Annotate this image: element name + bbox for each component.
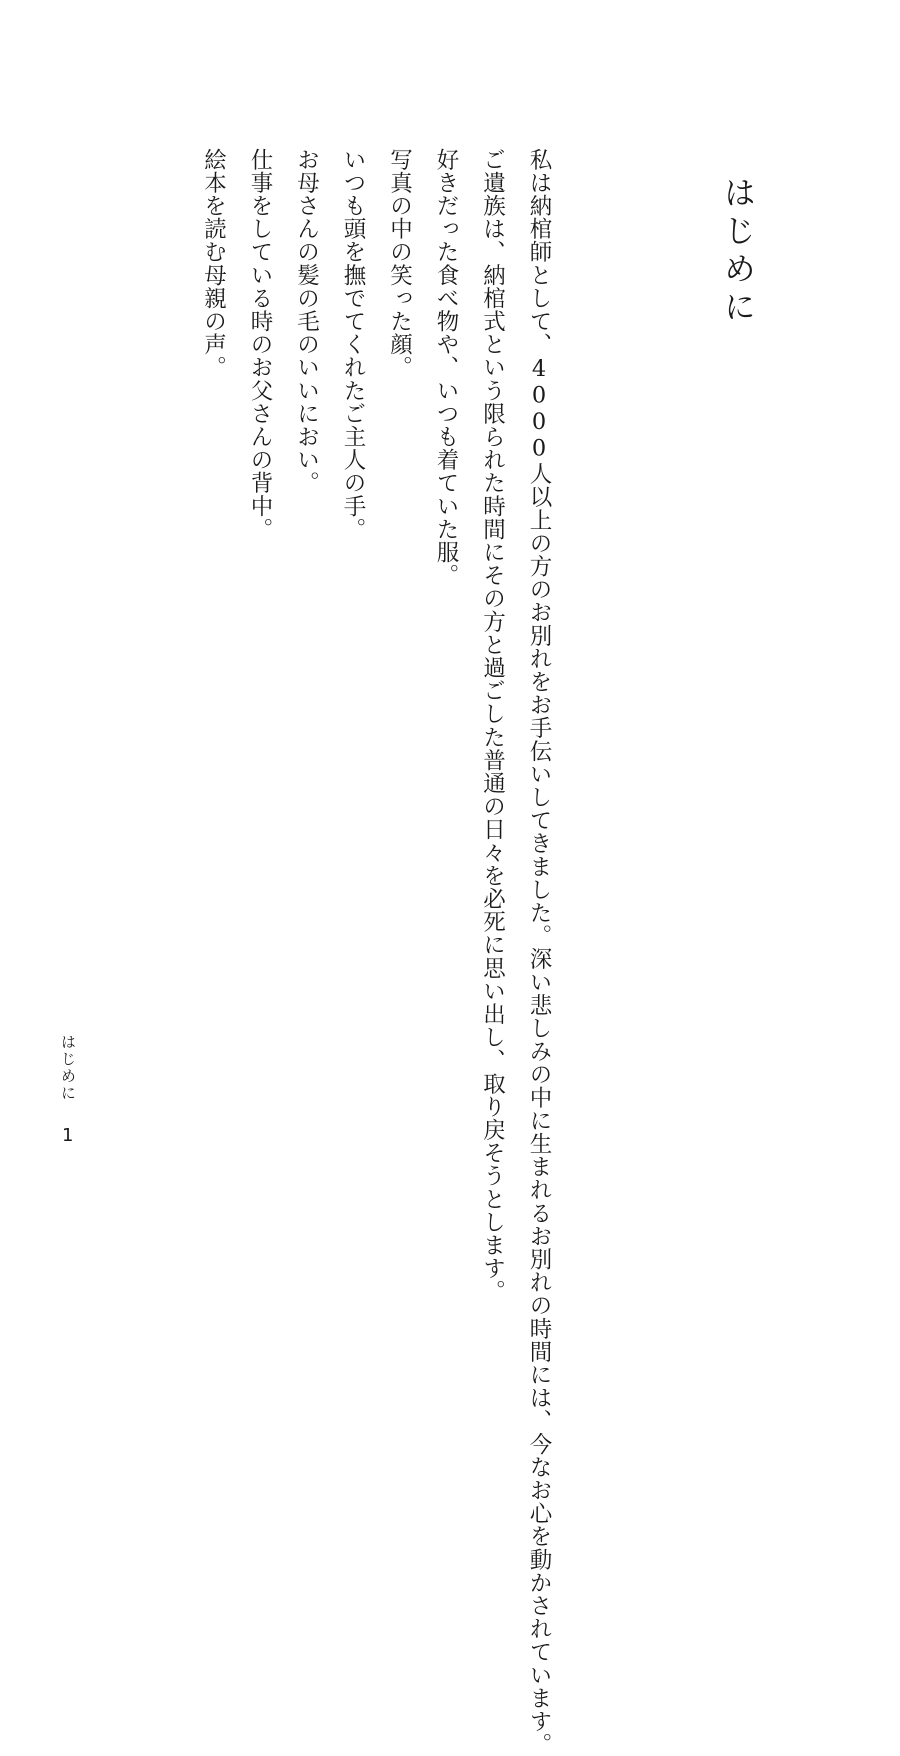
paragraph: 写真の中の笑った顔。 <box>386 148 413 379</box>
body-text <box>190 148 562 1756</box>
paragraph: お母さんの髪の毛のいいにおい。 <box>293 148 320 495</box>
paragraph: ご遺族は、納棺式という限られた時間にその方と過ごした普通の日々を必死に思い出し、取り戻そうとします。 <box>479 148 506 1303</box>
paragraph: 絵本を読む母親の声。 <box>200 148 227 379</box>
paragraph: いつも頭を撫でてくれたご主人の手。 <box>340 148 366 541</box>
page-number: 1 <box>62 1125 74 1146</box>
paragraph: 私は納棺師として、4000人以上の方のお別れをお手伝いしてきました。深い悲しみの中に生まれるお別れの時間には、今なお心を動かされています。 <box>526 148 552 1756</box>
running-head: はじめに <box>59 1034 77 1102</box>
paragraph: 仕事をしている時のお父さんの背中。 <box>247 148 273 541</box>
paragraph: 好きだった食べ物や、いつも着ていた服。 <box>433 148 459 587</box>
chapter-title: はじめに <box>719 176 757 328</box>
